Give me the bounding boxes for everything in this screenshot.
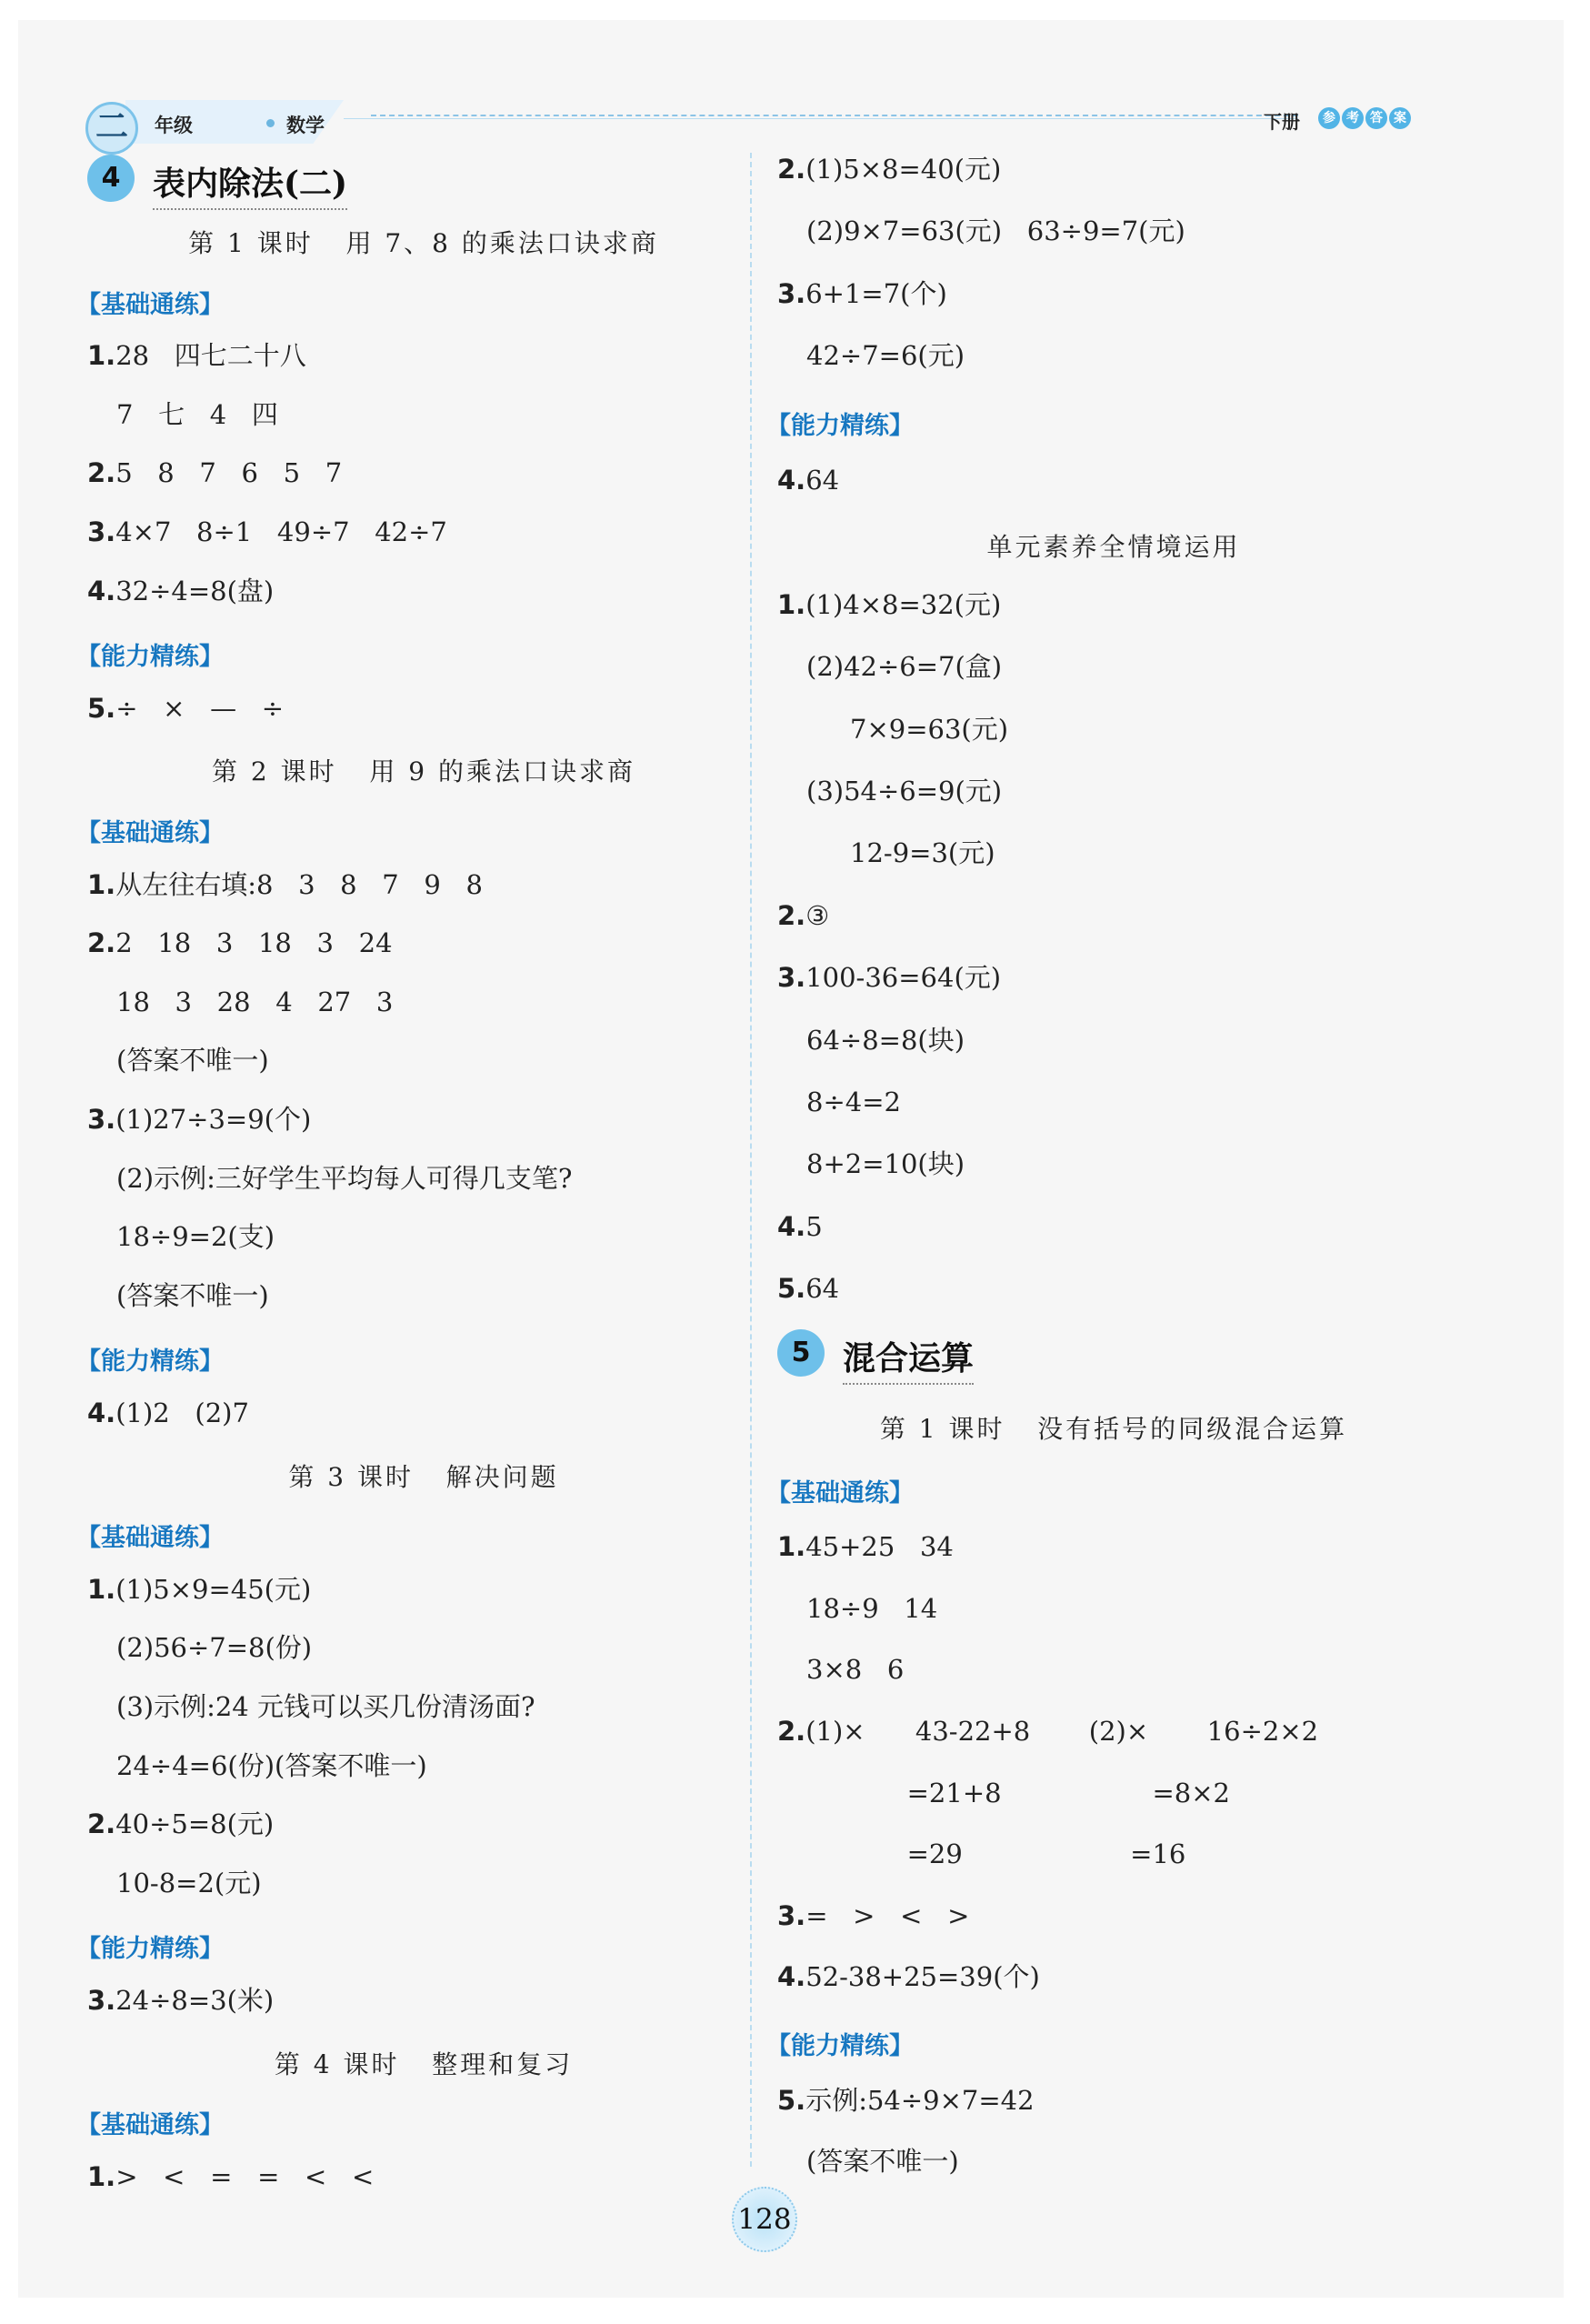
answer-badge-char: 案 bbox=[1389, 107, 1411, 129]
answer-line bbox=[116, 1867, 262, 1898]
answer-line bbox=[806, 340, 965, 372]
answer-line bbox=[777, 1210, 823, 1242]
question-number: 3. bbox=[87, 1104, 116, 1135]
answer-badge-char: 参 bbox=[1318, 107, 1340, 129]
answer-text: 42÷7=6(元) bbox=[806, 340, 965, 372]
answer-line bbox=[87, 1985, 275, 2016]
answer-line bbox=[87, 575, 275, 606]
page-number: 128 bbox=[737, 2203, 792, 2236]
question-number: 5. bbox=[777, 2084, 806, 2116]
chapter-title: 表内除法(二) bbox=[153, 158, 347, 210]
answer-text: 24÷4=6(份)(答案不唯一) bbox=[116, 1749, 427, 1781]
answer-text: = > < > bbox=[805, 1899, 970, 1931]
answer-text: 24÷8=3(米) bbox=[115, 1985, 275, 2016]
answer-line bbox=[777, 962, 1002, 994]
answer-line bbox=[777, 588, 1002, 620]
answer-line bbox=[777, 1531, 954, 1563]
lesson-heading: 单元素养全情境运用 bbox=[986, 532, 1241, 563]
section-tag: 【基础通练】 bbox=[76, 1524, 224, 1553]
lesson-heading: 第 4 课时 整理和复习 bbox=[274, 2049, 574, 2079]
answer-text: 64÷8=8(块) bbox=[806, 1024, 965, 1056]
answer-text: 4×7 8÷1 49÷7 42÷7 bbox=[115, 516, 447, 547]
question-number: 2. bbox=[87, 927, 116, 959]
answer-text: 7×9=63(元) bbox=[850, 713, 1009, 745]
answer-text: ③ bbox=[805, 899, 830, 931]
question-number: 3. bbox=[87, 516, 116, 547]
chapter-title: 混合运算 bbox=[843, 1333, 974, 1385]
answer-line bbox=[87, 457, 343, 489]
answer-line bbox=[777, 1273, 840, 1305]
answer-text: (1)4×8=32(元) bbox=[805, 588, 1002, 620]
answer-text: 6+1=7(个) bbox=[805, 277, 947, 309]
answer-text: 40÷5=8(元) bbox=[115, 1808, 275, 1840]
answer-line bbox=[777, 1718, 1318, 1745]
answer-line bbox=[806, 1654, 905, 1686]
answer-line bbox=[87, 1397, 249, 1428]
section-tag: 【基础通练】 bbox=[76, 2111, 224, 2140]
question-number: 2. bbox=[87, 1808, 116, 1840]
answer-text: (1)× 43-22+8 (2)× 16÷2×2 bbox=[805, 1716, 1319, 1747]
answer-text: ÷ × — ÷ bbox=[115, 692, 285, 724]
answer-line bbox=[806, 1838, 1186, 1870]
question-number: 1. bbox=[87, 340, 116, 372]
chapter-4-heading bbox=[87, 155, 451, 205]
answer-text: 10-8=2(元) bbox=[116, 1867, 262, 1898]
answer-line bbox=[806, 778, 1002, 805]
answer-line bbox=[806, 1024, 965, 1056]
section-tag: 【能力精练】 bbox=[766, 2032, 914, 2060]
question-number: 2. bbox=[777, 154, 806, 185]
chapter-number: 4 bbox=[87, 155, 135, 202]
question-number: 2. bbox=[87, 457, 116, 489]
answer-line bbox=[87, 516, 447, 547]
answer-line bbox=[806, 1089, 901, 1116]
answer-text: (2)42÷6=7(盒) bbox=[806, 651, 1003, 683]
question-number: 3. bbox=[777, 962, 806, 994]
answer-line bbox=[116, 1632, 313, 1664]
grade-label: 年级 bbox=[155, 115, 193, 136]
answer-line bbox=[87, 1808, 275, 1840]
question-number: 3. bbox=[87, 1985, 116, 2016]
page-header bbox=[71, 87, 1435, 153]
answer-line bbox=[116, 1221, 275, 1253]
lesson-heading: 第 1 课时 没有括号的同级混合运算 bbox=[879, 1414, 1348, 1444]
answer-text: > < = = < < bbox=[115, 2160, 375, 2192]
lesson-heading: 第 1 课时 用 7、8 的乘法口诀求商 bbox=[188, 228, 659, 258]
answer-line bbox=[850, 713, 1009, 745]
answer-line bbox=[806, 1148, 965, 1180]
volume-label: 下册 bbox=[1264, 111, 1300, 133]
answer-line bbox=[850, 837, 995, 869]
answer-text: 示例:54÷9×7=42 bbox=[805, 2084, 1035, 2116]
answer-text: 32÷4=8(盘) bbox=[115, 575, 275, 606]
page-number-badge bbox=[732, 2187, 797, 2252]
answer-key-badge bbox=[1318, 107, 1411, 129]
answer-text: (1)27÷3=9(个) bbox=[115, 1104, 312, 1135]
lesson-heading: 第 2 课时 用 9 的乘法口诀求商 bbox=[212, 756, 635, 787]
question-number: 1. bbox=[87, 2160, 116, 2192]
answer-text: 64 bbox=[805, 1273, 840, 1305]
question-number: 2. bbox=[777, 1716, 806, 1747]
answer-text: (答案不唯一) bbox=[116, 1045, 269, 1077]
answer-line bbox=[806, 1592, 938, 1624]
answer-text: (答案不唯一) bbox=[806, 2146, 959, 2178]
question-number: 4. bbox=[87, 575, 116, 606]
answer-text: 12-9=3(元) bbox=[850, 837, 995, 869]
answer-text: (答案不唯一) bbox=[116, 1279, 269, 1311]
answer-line bbox=[116, 1691, 535, 1722]
chapter-5-heading bbox=[777, 1329, 1141, 1380]
answer-line bbox=[806, 1777, 1230, 1808]
question-number: 2. bbox=[777, 899, 806, 931]
answer-line bbox=[116, 1279, 269, 1311]
question-number: 1. bbox=[87, 868, 116, 900]
answer-line bbox=[806, 651, 1003, 683]
section-tag: 【基础通练】 bbox=[766, 1478, 914, 1508]
answer-line bbox=[87, 2160, 375, 2192]
question-number: 1. bbox=[777, 1531, 806, 1563]
answer-line bbox=[116, 1045, 269, 1077]
answer-line bbox=[116, 1749, 427, 1781]
answer-text: =29 =16 bbox=[806, 1838, 1186, 1870]
answer-line bbox=[777, 1961, 1040, 1993]
answer-text: (2)9×7=63(元) 63÷9=7(元) bbox=[806, 215, 1185, 247]
answer-text: 18÷9 14 bbox=[806, 1592, 938, 1624]
answer-line bbox=[116, 398, 278, 430]
answer-line bbox=[87, 692, 285, 724]
question-number: 1. bbox=[777, 588, 806, 620]
lesson-heading: 第 3 课时 解决问题 bbox=[288, 1461, 559, 1492]
answer-line bbox=[87, 868, 483, 900]
answer-line bbox=[777, 899, 830, 931]
subject-label: 数学 bbox=[286, 115, 325, 136]
answer-line bbox=[116, 986, 394, 1017]
section-tag: 【基础通练】 bbox=[76, 819, 224, 847]
answer-text: 52-38+25=39(个) bbox=[805, 1961, 1040, 1993]
question-number: 5. bbox=[777, 1273, 806, 1305]
answer-text: 从左往右填:8 3 8 7 9 8 bbox=[115, 868, 483, 900]
column-divider bbox=[750, 153, 752, 2167]
answer-text: 5 bbox=[805, 1210, 823, 1242]
header-dashed-rule bbox=[371, 115, 1298, 116]
section-tag: 【能力精练】 bbox=[766, 411, 914, 440]
answer-text: (1)5×9=45(元) bbox=[115, 1573, 312, 1605]
separator-dot bbox=[266, 119, 275, 127]
answer-text: 3×8 6 bbox=[806, 1654, 905, 1686]
answer-text: (1)2 (2)7 bbox=[115, 1397, 249, 1428]
answer-text: 64 bbox=[805, 465, 840, 496]
answer-line bbox=[87, 1573, 312, 1605]
section-tag: 【基础通练】 bbox=[76, 290, 224, 319]
answer-text: (1)5×8=40(元) bbox=[805, 154, 1002, 185]
question-number: 4. bbox=[777, 1210, 806, 1242]
question-number: 4. bbox=[777, 1961, 806, 1993]
answer-line bbox=[777, 156, 1001, 183]
answer-line bbox=[777, 277, 947, 309]
answer-text: 45+25 34 bbox=[805, 1531, 954, 1563]
question-number: 1. bbox=[87, 1573, 116, 1605]
answer-badge-char: 答 bbox=[1365, 107, 1387, 129]
answer-line bbox=[806, 215, 1185, 247]
answer-text: 7 七 4 四 bbox=[116, 398, 278, 430]
section-tag: 【能力精练】 bbox=[76, 1935, 224, 1964]
answer-line bbox=[806, 2146, 959, 2178]
answer-line bbox=[87, 927, 393, 959]
answer-text: 18 3 28 4 27 3 bbox=[116, 986, 394, 1017]
answer-text: 2 18 3 18 3 24 bbox=[115, 927, 393, 959]
question-number: 3. bbox=[777, 1899, 806, 1931]
answer-text: 100-36=64(元) bbox=[805, 962, 1002, 994]
answer-text: 28 四七二十八 bbox=[115, 340, 306, 372]
section-tag: 【能力精练】 bbox=[76, 643, 224, 672]
chapter-number: 5 bbox=[777, 1329, 825, 1377]
question-number: 3. bbox=[777, 277, 806, 309]
answer-line bbox=[777, 467, 839, 494]
answer-line bbox=[777, 1899, 970, 1931]
answer-line bbox=[87, 340, 306, 372]
answer-text: (3)54÷6=9(元) bbox=[806, 776, 1003, 806]
answer-text: 8÷4=2 bbox=[806, 1087, 901, 1117]
question-number: 5. bbox=[87, 692, 116, 724]
answer-text: (3)示例:24 元钱可以买几份清汤面? bbox=[116, 1691, 535, 1722]
answer-line bbox=[116, 1162, 573, 1194]
answer-text: (2)56÷7=8(份) bbox=[116, 1632, 313, 1664]
question-number: 4. bbox=[87, 1397, 116, 1428]
header-rule bbox=[344, 118, 1298, 119]
answer-text: =21+8 =8×2 bbox=[806, 1777, 1230, 1808]
question-number: 4. bbox=[777, 465, 806, 496]
answer-text: 8+2=10(块) bbox=[806, 1148, 965, 1180]
answer-text: (2)示例:三好学生平均每人可得几支笔? bbox=[116, 1162, 573, 1194]
answer-line bbox=[87, 1104, 312, 1135]
section-tag: 【能力精练】 bbox=[76, 1347, 224, 1377]
answer-badge-char: 考 bbox=[1342, 107, 1364, 129]
answer-text: 5 8 7 6 5 7 bbox=[115, 457, 343, 489]
grade-badge: 二 bbox=[85, 102, 138, 155]
answer-line bbox=[777, 2084, 1035, 2116]
answer-text: 18÷9=2(支) bbox=[116, 1221, 275, 1253]
